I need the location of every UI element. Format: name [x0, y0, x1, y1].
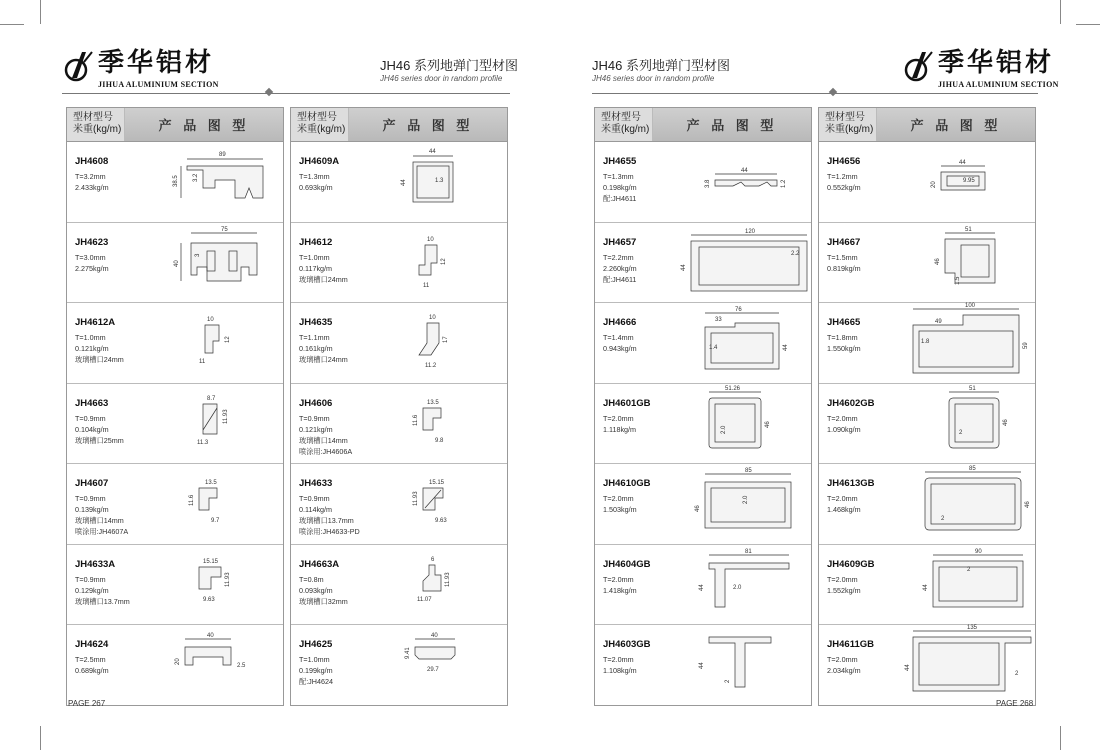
- profile-spec: T=0.9mm: [299, 494, 330, 503]
- profile-code: JH4655: [603, 156, 637, 167]
- dim-label: 15.15: [203, 558, 219, 565]
- dim-label: 11.93: [225, 571, 231, 587]
- header-model: 型材型号: [73, 112, 113, 123]
- dim-label: 2: [959, 429, 963, 436]
- table-header: [595, 108, 811, 142]
- dim-label: 20: [931, 181, 937, 188]
- profile-code: JH4612: [299, 236, 333, 248]
- dim-label: 9.95: [963, 178, 975, 184]
- profile-spec: T=2.0mm: [603, 655, 634, 664]
- table-row: [67, 384, 283, 465]
- profile-spec: 0.121kg/m: [75, 344, 109, 353]
- dim-label: 11.93: [413, 491, 419, 506]
- dim-label: 17: [443, 336, 449, 343]
- dim-label: 1.5: [955, 276, 961, 285]
- profile-code: JH4612A: [75, 317, 116, 328]
- dim-label: 49: [935, 319, 942, 325]
- profile-drawing: [391, 625, 507, 705]
- profile-code: JH4609A: [299, 156, 340, 167]
- profile-spec: T=2.0mm: [827, 655, 858, 664]
- table-row: [67, 545, 283, 626]
- profile-drawing: [695, 142, 811, 222]
- dim-label: 40: [431, 633, 438, 639]
- profile-drawing: [695, 303, 811, 383]
- dim-label: 85: [745, 468, 752, 474]
- dim-label: 11: [199, 359, 206, 365]
- profile-spec: 0.819kg/m: [827, 263, 861, 273]
- rule-diamond: [829, 88, 837, 96]
- profile-drawing: [391, 464, 507, 544]
- series-title-en: JH46 series door in random profile: [592, 74, 715, 83]
- dim-label: 11: [423, 282, 430, 289]
- rule-diamond: [265, 88, 273, 96]
- dim-label: 3.8: [705, 179, 711, 188]
- header-rule: [62, 93, 510, 94]
- profile-code: JH4611GB: [827, 639, 875, 650]
- profile-drawing: [905, 625, 1035, 705]
- table-row: [595, 142, 811, 223]
- profile-drawing: [167, 223, 283, 303]
- dim-label: 75: [221, 226, 228, 233]
- header-weight: 米重(kg/m): [73, 124, 122, 135]
- table-header: [67, 108, 283, 142]
- profile-spec: 0.121kg/m: [299, 424, 333, 434]
- table-row: [595, 303, 811, 384]
- dim-label: 44: [783, 344, 789, 351]
- profile-code: JH4663A: [299, 558, 340, 570]
- profile-spec: 1.552kg/m: [827, 585, 861, 595]
- table-row: [67, 464, 283, 545]
- profile-spec: T=2.5mm: [75, 655, 106, 664]
- dim-label: 11.6: [413, 414, 419, 426]
- profile-drawing: [167, 303, 283, 383]
- page-right: [550, 0, 1100, 750]
- table-row: [67, 223, 283, 304]
- profile-spec: 玻璃槽口14mm: [299, 435, 348, 445]
- dim-label: 81: [745, 548, 752, 555]
- dim-label: 76: [735, 307, 742, 313]
- dim-label: 44: [699, 662, 705, 669]
- profile-spec: 配:JH4624: [299, 677, 333, 686]
- profile-code: JH4625: [299, 639, 333, 650]
- dim-label: 89: [219, 152, 226, 158]
- dim-label: 2: [967, 566, 971, 573]
- profile-table: [290, 107, 508, 706]
- profile-spec: 0.139kg/m: [75, 505, 109, 514]
- dim-label: 2.2: [791, 250, 800, 257]
- header-weight: 米重(kg/m): [825, 124, 874, 135]
- profile-table: [594, 107, 812, 706]
- profile-spec: 配:JH4611: [603, 274, 637, 284]
- brand-logo: [902, 48, 1059, 89]
- profile-spec: 0.552kg/m: [827, 183, 861, 192]
- profile-spec: 2.275kg/m: [75, 263, 109, 273]
- profile-code: JH4663: [75, 397, 109, 409]
- profile-spec: 1.418kg/m: [603, 585, 637, 595]
- series-title-cn: JH46 系列地弹门型材图: [592, 58, 730, 73]
- dim-label: 44: [959, 160, 966, 166]
- profile-spec: 1.550kg/m: [827, 344, 861, 353]
- profile-code: JH4613GB: [827, 478, 875, 489]
- profile-spec: 玻璃槽口24mm: [75, 355, 124, 364]
- dim-label: 6: [431, 556, 435, 563]
- profile-drawing: [919, 303, 1035, 383]
- dim-label: 90: [975, 548, 982, 555]
- profile-spec: T=0.8m: [299, 574, 324, 584]
- profile-drawing: [391, 303, 507, 383]
- profile-spec: T=1.1mm: [299, 333, 330, 342]
- profile-spec: 玻璃槽口24mm: [299, 355, 348, 364]
- dim-label: 11.07: [417, 596, 432, 603]
- profile-spec: T=1.4mm: [603, 333, 634, 342]
- table-row: [595, 625, 811, 705]
- dim-label: 51.26: [725, 385, 741, 392]
- dim-label: 46: [935, 257, 941, 265]
- dim-label: 40: [207, 633, 214, 639]
- profile-drawing: [167, 142, 283, 222]
- table-row: [595, 464, 811, 545]
- profile-spec: 0.943kg/m: [603, 344, 637, 353]
- profile-drawing: [391, 545, 507, 625]
- profile-spec: 1.090kg/m: [827, 424, 861, 434]
- profile-spec: 2.433kg/m: [75, 183, 109, 192]
- dim-label: 9.7: [211, 518, 220, 524]
- dim-label: 13.5: [205, 480, 217, 486]
- profile-spec: 2.260kg/m: [603, 263, 637, 273]
- profile-spec: T=0.9mm: [75, 413, 106, 423]
- crop-mark: [0, 24, 24, 25]
- profile-drawing: [919, 464, 1035, 544]
- profile-table: [818, 107, 1036, 706]
- profile-drawing: [695, 545, 811, 625]
- dim-label: 2: [941, 516, 945, 522]
- profile-spec: T=0.9mm: [75, 494, 106, 503]
- profile-spec: T=1.5mm: [827, 252, 858, 262]
- dim-label: 40: [174, 259, 180, 267]
- dim-label: 44: [429, 149, 436, 155]
- profile-spec: T=2.0mm: [827, 574, 858, 584]
- profile-spec: T=3.2mm: [75, 172, 106, 181]
- profile-spec: 玻璃槽口13.7mm: [299, 516, 354, 525]
- profile-drawing: [695, 625, 811, 705]
- profile-spec: T=2.0mm: [603, 413, 634, 423]
- dim-label: 59: [1023, 342, 1029, 349]
- profile-spec: T=1.8mm: [827, 333, 858, 342]
- profile-spec: 0.114kg/m: [299, 505, 333, 514]
- table-row: [291, 464, 507, 545]
- profile-spec: 玻璃槽口14mm: [75, 516, 124, 525]
- dim-label: 1.2: [781, 179, 787, 188]
- dim-label: 44: [699, 583, 705, 591]
- brand-name-cn: 季华铝材: [938, 48, 1055, 78]
- profile-code: JH4633: [299, 478, 333, 489]
- page-number: PAGE 267: [68, 699, 106, 708]
- profile-code: JH4603GB: [603, 639, 651, 650]
- profile-spec: 玻璃槽口24mm: [299, 274, 348, 284]
- table-row: [67, 625, 283, 705]
- profile-spec: 1.108kg/m: [603, 666, 637, 675]
- header-drawing: 产 品 图 型: [125, 108, 283, 141]
- table-header: [819, 108, 1035, 142]
- brand-name-cn: 季华铝材: [98, 48, 215, 78]
- profile-spec: 玻璃槽口25mm: [75, 435, 124, 445]
- profile-drawing: [391, 384, 507, 464]
- header-weight: 米重(kg/m): [297, 124, 346, 135]
- profile-drawing: [167, 464, 283, 544]
- profile-code: JH4606: [299, 397, 333, 409]
- profile-drawing: [167, 384, 283, 464]
- profile-spec: T=1.0mm: [299, 655, 330, 664]
- crop-mark: [40, 0, 41, 24]
- profile-spec: 配:JH4611: [603, 194, 637, 203]
- profile-code: JH4601GB: [603, 397, 651, 409]
- profile-code: JH4656: [827, 156, 861, 167]
- profile-drawing: [391, 223, 507, 303]
- crop-mark: [1076, 24, 1100, 25]
- profile-spec: T=1.0mm: [299, 252, 330, 262]
- series-title: [380, 55, 518, 83]
- profile-drawing: [919, 223, 1035, 303]
- dim-label: 135: [967, 625, 978, 631]
- table-row: [67, 303, 283, 384]
- profile-drawing: [695, 464, 811, 544]
- profile-spec: T=3.0mm: [75, 252, 106, 262]
- profile-drawing: [391, 142, 507, 222]
- dim-label: 1.4: [709, 345, 718, 351]
- profile-spec: 0.093kg/m: [299, 585, 333, 595]
- dim-label: 13.5: [427, 399, 439, 406]
- table-row: [819, 142, 1035, 223]
- dim-label: 11.3: [197, 439, 209, 446]
- dim-label: 9.8: [435, 437, 444, 444]
- dim-label: 44: [923, 583, 929, 591]
- profile-spec: T=2.0mm: [603, 494, 634, 503]
- table-row: [291, 384, 507, 465]
- dim-label: 2.0: [743, 495, 749, 504]
- profile-code: JH4602GB: [827, 397, 875, 409]
- dim-label: 38.5: [173, 175, 179, 187]
- dim-label: 20: [175, 658, 181, 665]
- profile-code: JH4623: [75, 236, 109, 248]
- profile-code: JH4609GB: [827, 558, 875, 570]
- profile-spec: T=0.9mm: [299, 413, 330, 423]
- profile-table: [66, 107, 284, 706]
- dim-label: 2: [725, 679, 731, 683]
- profile-drawing: [919, 384, 1035, 464]
- dim-label: 10: [207, 317, 214, 323]
- dim-label: 12: [441, 257, 447, 265]
- profile-code: JH4665: [827, 317, 861, 328]
- header-weight: 米重(kg/m): [601, 124, 650, 135]
- profile-spec: 喷涂用:JH4633-PD: [299, 527, 360, 536]
- profile-spec: 喷涂用:JH4606A: [299, 446, 353, 456]
- table-row: [291, 545, 507, 626]
- profile-drawing: [919, 545, 1035, 625]
- profile-drawing: [919, 142, 1035, 222]
- dim-label: 44: [681, 263, 687, 271]
- dim-label: 9.41: [405, 647, 411, 659]
- dim-label: 1.3: [435, 178, 444, 184]
- profile-code: JH4610GB: [603, 478, 651, 489]
- profile-code: JH4635: [299, 317, 333, 328]
- header-model: 型材型号: [825, 112, 865, 123]
- header-drawing: 产 品 图 型: [653, 108, 811, 141]
- profile-drawing: [167, 545, 283, 625]
- profile-code: JH4657: [603, 236, 637, 248]
- dim-label: 1.8: [921, 339, 930, 345]
- table-row: [595, 545, 811, 626]
- dim-label: 51: [965, 226, 972, 233]
- brand-logo: [62, 48, 219, 89]
- dim-label: 11.93: [445, 571, 451, 587]
- profile-spec: T=1.2mm: [827, 172, 858, 181]
- dim-label: 51: [969, 385, 976, 392]
- table-row: [819, 223, 1035, 304]
- table-row: [291, 303, 507, 384]
- table-row: [67, 142, 283, 223]
- profile-code: JH4633A: [75, 558, 116, 570]
- header-rule: [592, 93, 1038, 94]
- profile-spec: 玻璃槽口13.7mm: [75, 596, 130, 606]
- page-number: PAGE 268: [996, 699, 1034, 708]
- dim-label: 11.6: [189, 494, 195, 506]
- brand-mark-icon: [62, 48, 96, 82]
- profile-spec: 2.034kg/m: [827, 666, 861, 675]
- profile-spec: T=1.3mm: [299, 172, 330, 181]
- crop-mark: [1060, 0, 1061, 24]
- dim-label: 2.5: [237, 663, 246, 669]
- dim-label: 46: [695, 505, 701, 512]
- profile-code: JH4666: [603, 317, 637, 328]
- brand-mark-icon: [902, 48, 936, 82]
- brand-name-en: JIHUA ALUMINIUM SECTION: [98, 80, 219, 89]
- profile-code: JH4624: [75, 639, 109, 650]
- dim-label: 2.0: [721, 425, 727, 434]
- series-title-en: JH46 series door in random profile: [380, 74, 503, 83]
- table-row: [291, 223, 507, 304]
- profile-spec: 1.468kg/m: [827, 505, 861, 514]
- profile-spec: 0.129kg/m: [75, 585, 109, 595]
- dim-label: 8.7: [207, 395, 216, 402]
- series-title: [592, 55, 730, 83]
- dim-label: 10: [429, 315, 436, 321]
- profile-spec: 0.117kg/m: [299, 263, 333, 273]
- dim-label: 3: [195, 253, 201, 257]
- profile-spec: 0.104kg/m: [75, 424, 109, 434]
- table-header: [291, 108, 507, 142]
- profile-spec: T=1.3mm: [603, 172, 634, 181]
- dim-label: 46: [1003, 418, 1009, 426]
- profile-spec: T=2.0mm: [827, 494, 858, 503]
- profile-spec: T=2.0mm: [827, 413, 858, 423]
- dim-label: 2: [1015, 671, 1019, 677]
- profile-spec: T=1.0mm: [75, 333, 106, 342]
- profile-code: JH4667: [827, 236, 861, 248]
- profile-drawing: [695, 384, 811, 464]
- table-row: [819, 545, 1035, 626]
- dim-label: 33: [715, 317, 722, 323]
- profile-spec: 1.118kg/m: [603, 424, 637, 434]
- profile-spec: T=0.9mm: [75, 574, 106, 584]
- profile-code: JH4604GB: [603, 558, 651, 570]
- dim-label: 44: [741, 168, 748, 174]
- profile-code: JH4607: [75, 478, 109, 489]
- profile-drawing: [681, 223, 811, 303]
- profile-spec: 0.689kg/m: [75, 666, 109, 675]
- profile-spec: 1.503kg/m: [603, 505, 637, 514]
- dim-label: 9.63: [203, 596, 215, 603]
- dim-label: 2.0: [733, 584, 742, 591]
- profile-spec: T=2.0mm: [603, 574, 634, 584]
- dim-label: 12: [225, 336, 231, 343]
- dim-label: 15.15: [429, 480, 445, 486]
- profile-spec: 0.198kg/m: [603, 183, 637, 192]
- series-title-cn: JH46 系列地弹门型材图: [380, 58, 518, 73]
- table-row: [595, 223, 811, 304]
- dim-label: 46: [765, 420, 771, 428]
- dim-label: 120: [745, 228, 756, 235]
- table-row: [819, 303, 1035, 384]
- dim-label: 46: [1025, 501, 1031, 508]
- profile-spec: 玻璃槽口32mm: [299, 596, 348, 606]
- dim-label: 10: [427, 236, 434, 243]
- dim-label: 3.2: [193, 173, 199, 182]
- table-row: [291, 625, 507, 705]
- profile-drawing: [167, 625, 283, 705]
- table-row: [595, 384, 811, 465]
- dim-label: 85: [969, 466, 976, 472]
- dim-label: 9.63: [435, 518, 447, 524]
- profile-spec: 0.693kg/m: [299, 183, 333, 192]
- profile-spec: T=2.2mm: [603, 252, 634, 262]
- crop-mark: [40, 726, 41, 750]
- table-row: [819, 625, 1035, 705]
- dim-label: 44: [401, 179, 407, 186]
- profile-spec: 0.161kg/m: [299, 344, 333, 353]
- profile-spec: 0.199kg/m: [299, 666, 333, 675]
- dim-label: 11.2: [425, 363, 437, 369]
- table-row: [819, 464, 1035, 545]
- dim-label: 11.93: [223, 408, 229, 424]
- crop-mark: [1060, 726, 1061, 750]
- header-drawing: 产 品 图 型: [349, 108, 507, 141]
- profile-code: JH4608: [75, 156, 109, 167]
- header-model: 型材型号: [297, 112, 337, 123]
- header-model: 型材型号: [601, 112, 641, 123]
- dim-label: 100: [965, 303, 976, 309]
- brand-name-en: JIHUA ALUMINIUM SECTION: [938, 80, 1059, 89]
- profile-spec: 喷涂用:JH4607A: [75, 527, 129, 536]
- dim-label: 29.7: [427, 667, 439, 673]
- table-row: [819, 384, 1035, 465]
- header-drawing: 产 品 图 型: [877, 108, 1035, 141]
- dim-label: 44: [905, 664, 911, 671]
- table-row: [291, 142, 507, 223]
